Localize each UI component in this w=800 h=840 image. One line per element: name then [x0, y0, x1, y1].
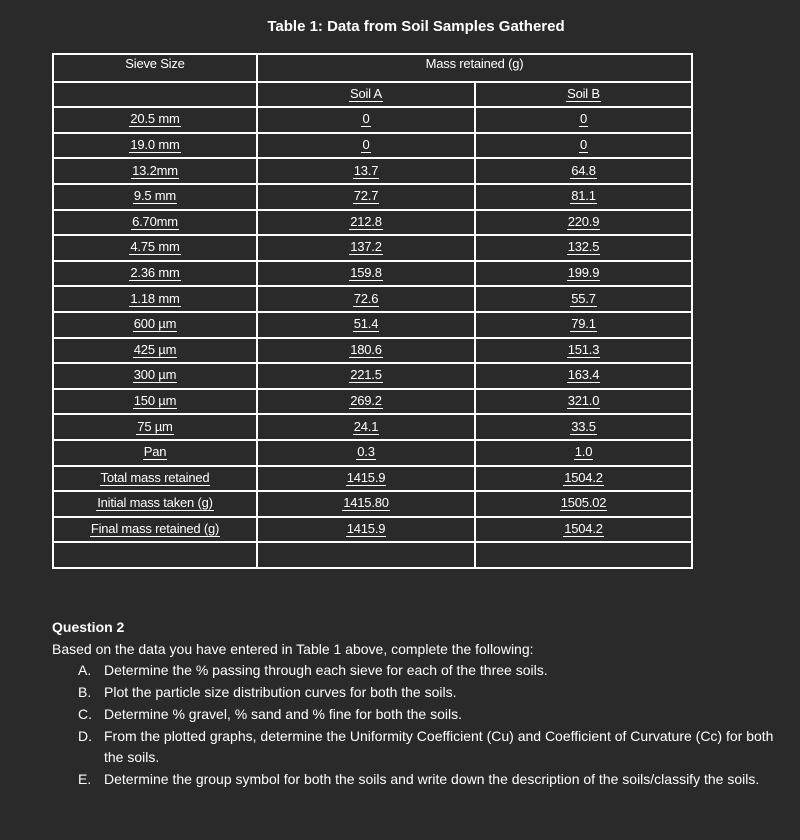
- table-row: [53, 107, 692, 133]
- sieve-size-cell-value: 75 µm: [137, 418, 173, 434]
- soil-b-cell: [475, 440, 692, 466]
- header-soil-b: [475, 82, 692, 108]
- soil-b-cell: [475, 491, 692, 517]
- sieve-size-cell: [53, 414, 257, 440]
- soil-a-cell: [257, 133, 475, 159]
- table-row: [53, 235, 692, 261]
- question-item-text: Determine the % passing through each sieve for each of the three soils.: [104, 662, 548, 679]
- sieve-size-cell: [53, 363, 257, 389]
- soil-a-cell-value: 0: [362, 137, 370, 153]
- soil-a-cell-value: 221.5: [350, 367, 382, 383]
- question-intro: Based on the data you have entered in Table 1 above, complete the following:: [52, 640, 534, 657]
- header-sieve-size: Sieve Size: [53, 54, 257, 82]
- soil-b-cell-value: 1504.2: [564, 520, 603, 536]
- question-item-marker: D.: [78, 727, 92, 744]
- question-item: [52, 769, 782, 791]
- question-item: [52, 704, 782, 726]
- soil-b-cell-value: 0: [579, 111, 588, 127]
- soil-b-cell-value: 55.7: [571, 290, 596, 306]
- soil-a-cell: [257, 414, 475, 440]
- soil-a-cell: [257, 312, 475, 338]
- soil-b-cell: [475, 338, 692, 364]
- soil-b-cell-value: 321.0: [567, 393, 600, 409]
- header-soil-a-label: Soil A: [349, 85, 383, 101]
- table-row: [53, 184, 692, 210]
- soil-a-cell: [257, 491, 475, 517]
- soil-b-cell: [475, 466, 692, 492]
- soil-b-cell: [475, 414, 692, 440]
- empty-cell: [475, 542, 692, 568]
- sieve-size-cell: [53, 210, 257, 236]
- table-row: [53, 440, 692, 466]
- soil-a-cell-value: 180.6: [350, 341, 382, 357]
- soil-b-cell-value: 1505.02: [560, 495, 607, 511]
- sieve-size-cell: [53, 440, 257, 466]
- header-soil-a: [257, 82, 475, 108]
- sieve-size-cell: [53, 312, 257, 338]
- soil-a-cell: [257, 389, 475, 415]
- table-row: [53, 312, 692, 338]
- sieve-size-cell: [53, 158, 257, 184]
- soil-b-cell-value: 79.1: [571, 316, 596, 332]
- sieve-size-cell: [53, 466, 257, 492]
- soil-b-cell: [475, 235, 692, 261]
- soil-b-cell-value: 33.5: [571, 418, 596, 434]
- sieve-size-cell-value: 20.5 mm: [130, 111, 180, 127]
- soil-a-cell: [257, 440, 475, 466]
- soil-b-cell: [475, 107, 692, 133]
- table-body: [53, 54, 692, 568]
- sieve-size-cell-value: 600 µm: [133, 316, 177, 332]
- soil-a-cell-value: 0.3: [357, 444, 375, 460]
- table-row: [53, 286, 692, 312]
- soil-b-cell: [475, 312, 692, 338]
- soil-a-cell-value: 0: [362, 111, 370, 127]
- header-mass-retained: Mass retained (g): [257, 54, 692, 82]
- sieve-size-cell: [53, 338, 257, 364]
- soil-b-cell: [475, 133, 692, 159]
- sieve-size-cell: [53, 261, 257, 287]
- sieve-size-cell-value: Pan: [143, 444, 167, 460]
- soil-b-cell-value: 0: [579, 137, 588, 153]
- soil-b-cell: [475, 210, 692, 236]
- question-item-marker: E.: [78, 770, 92, 787]
- sieve-size-cell-value: 19.0 mm: [130, 137, 180, 153]
- sieve-size-cell: [53, 491, 257, 517]
- question-item: [52, 660, 782, 682]
- header-row-1: [53, 54, 692, 82]
- soil-b-cell: [475, 389, 692, 415]
- soil-b-cell-value: 163.4: [567, 367, 600, 383]
- soil-b-cell: [475, 517, 692, 543]
- question-item-text: Determine the group symbol for both the soils and write down the description of the soils/classify the soils.: [104, 770, 760, 787]
- soil-b-cell: [475, 184, 692, 210]
- soil-b-cell: [475, 363, 692, 389]
- table-row: [53, 389, 692, 415]
- sieve-size-cell-value: Final mass retained (g): [90, 520, 220, 536]
- soil-a-cell: [257, 286, 475, 312]
- soil-a-cell: [257, 466, 475, 492]
- table-title: Table 1: Data from Soil Samples Gathered: [267, 18, 565, 35]
- soil-a-cell-value: 72.7: [353, 188, 379, 204]
- sieve-size-cell-value: 13.2mm: [132, 162, 178, 178]
- soil-b-cell: [475, 158, 692, 184]
- soil-a-cell: [257, 107, 475, 133]
- soil-b-cell: [475, 286, 692, 312]
- soil-a-cell-value: 269.2: [350, 393, 382, 409]
- question-item-marker: A.: [78, 662, 92, 679]
- soil-b-cell-value: 81.1: [571, 188, 596, 204]
- question-item-marker: C.: [78, 705, 92, 722]
- question-item-text: Plot the particle size distribution curves for both the soils.: [104, 684, 457, 701]
- question-list: [52, 660, 782, 790]
- sieve-size-cell: [53, 184, 257, 210]
- question-item-text: Determine % gravel, % sand and % fine for both the soils.: [104, 705, 462, 722]
- soil-a-cell: [257, 235, 475, 261]
- soil-a-cell: [257, 184, 475, 210]
- soil-a-cell: [257, 517, 475, 543]
- soil-b-cell-value: 199.9: [567, 265, 600, 281]
- table-row: [53, 133, 692, 159]
- sieve-size-cell-value: Total mass retained: [100, 469, 210, 485]
- soil-a-cell-value: 1415.9: [346, 469, 386, 485]
- soil-a-cell-value: 13.7: [353, 162, 379, 178]
- soil-a-cell-value: 159.8: [350, 265, 382, 281]
- question-block: [52, 617, 782, 791]
- soil-b-cell: [475, 261, 692, 287]
- question-item: [52, 726, 782, 769]
- soil-b-cell-value: 1.0: [574, 444, 593, 460]
- soil-a-cell: [257, 210, 475, 236]
- sieve-size-cell-value: 2.36 mm: [130, 265, 180, 281]
- sieve-size-cell: [53, 133, 257, 159]
- sieve-size-cell-value: 6.70mm: [132, 213, 178, 229]
- question-item-text: From the plotted graphs, determine the Uniformity Coefficient (Cu) and Coefficient of Curvature (Cc) for both the soils.: [104, 727, 774, 766]
- soil-b-cell-value: 64.8: [571, 162, 596, 178]
- table-row: [53, 466, 692, 492]
- soil-b-cell-value: 1504.2: [564, 469, 603, 485]
- header-blank-cell: [53, 82, 257, 108]
- sieve-size-cell-value: Initial mass taken (g): [97, 495, 213, 511]
- header-row-2: [53, 82, 692, 108]
- soil-a-cell-value: 51.4: [353, 316, 379, 332]
- soil-a-cell-value: 137.2: [350, 239, 382, 255]
- table-row: [53, 363, 692, 389]
- question-item-marker: B.: [78, 684, 92, 701]
- soil-a-cell-value: 1415.80: [343, 495, 389, 511]
- empty-cell: [53, 542, 257, 568]
- soil-a-cell-value: 212.8: [350, 213, 382, 229]
- table-row: [53, 491, 692, 517]
- soil-data-table: [52, 53, 693, 569]
- empty-row: [53, 542, 692, 568]
- table-row: [53, 517, 692, 543]
- sieve-size-cell-value: 300 µm: [133, 367, 177, 383]
- table-row: [53, 338, 692, 364]
- table-row: [53, 414, 692, 440]
- soil-a-cell: [257, 261, 475, 287]
- question-title: Question 2: [52, 619, 125, 635]
- soil-a-cell: [257, 338, 475, 364]
- sieve-size-cell-value: 4.75 mm: [130, 239, 180, 255]
- sieve-size-cell-value: 1.18 mm: [130, 290, 180, 306]
- table-row: [53, 261, 692, 287]
- table-row: [53, 158, 692, 184]
- empty-cell: [257, 542, 475, 568]
- sieve-size-cell-value: 150 µm: [133, 393, 177, 409]
- soil-b-cell-value: 151.3: [567, 341, 600, 357]
- sieve-size-cell-value: 425 µm: [133, 341, 177, 357]
- soil-a-cell-value: 24.1: [353, 418, 379, 434]
- soil-b-cell-value: 132.5: [567, 239, 600, 255]
- sieve-size-cell: [53, 235, 257, 261]
- soil-a-cell-value: 72.6: [353, 290, 379, 306]
- soil-a-cell-value: 1415.9: [346, 520, 386, 536]
- soil-a-cell: [257, 158, 475, 184]
- sieve-size-cell-value: 9.5 mm: [133, 188, 177, 204]
- soil-a-cell: [257, 363, 475, 389]
- header-soil-b-label: Soil B: [567, 85, 600, 101]
- soil-b-cell-value: 220.9: [567, 213, 600, 229]
- sieve-size-cell: [53, 286, 257, 312]
- sieve-size-cell: [53, 517, 257, 543]
- sieve-size-cell: [53, 107, 257, 133]
- sieve-size-cell: [53, 389, 257, 415]
- table-row: [53, 210, 692, 236]
- question-item: [52, 682, 782, 704]
